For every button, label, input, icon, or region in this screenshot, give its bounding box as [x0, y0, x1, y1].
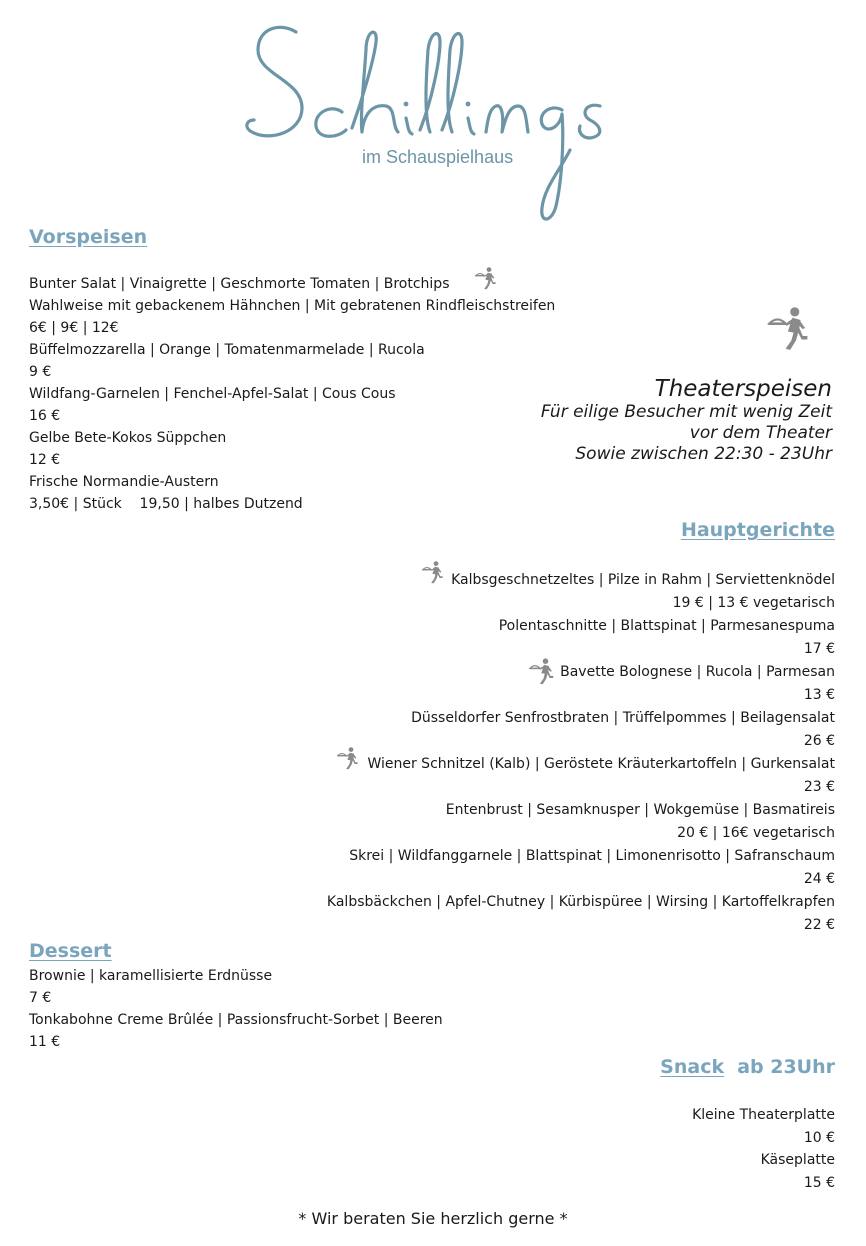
menu-price: 6€ | 9€ | 12€	[29, 320, 119, 336]
menu-line: Kleine Theaterplatte	[692, 1107, 835, 1123]
footer-note: * Wir beraten Sie herzlich gerne *	[298, 1209, 568, 1228]
logo-subtitle: im Schauspielhaus	[362, 147, 514, 167]
snack-list	[692, 1104, 835, 1194]
logo	[240, 20, 630, 230]
menu-line: Käseplatte	[760, 1152, 835, 1168]
menu-price: 9 €	[29, 364, 52, 380]
menu-price: 15 €	[803, 1175, 835, 1191]
theater-line: vor dem Theater	[689, 423, 832, 443]
dessert-list	[29, 965, 443, 1053]
menu-line: Frische Normandie-Austern	[29, 474, 219, 490]
theater-line: Sowie zwischen 22:30 - 23Uhr	[575, 444, 832, 464]
menu-line: Polentaschnitte | Blattspinat | Parmesanespuma	[498, 618, 835, 634]
menu-price: 11 €	[29, 1034, 61, 1050]
menu-line: Skrei | Wildfanggarnele | Blattspinat | Limonenrisotto | Safranschaum	[349, 848, 835, 864]
section-heading-hauptgerichte: Hauptgerichte	[680, 519, 835, 541]
theater-line: Für eilige Besucher mit wenig Zeit	[540, 402, 832, 422]
menu-price: 16 €	[29, 408, 61, 424]
vorspeisen-list	[29, 273, 555, 515]
waiter-running-icon	[766, 303, 812, 353]
menu-line: Düsseldorfer Senfrostbraten | Trüffelpommes | Beilagensalat	[411, 710, 835, 726]
menu-line: Büffelmozzarella | Orange | Tomatenmarmelade | Rucola	[29, 342, 425, 358]
logo-signature-graphic	[240, 20, 630, 230]
waiter-running-icon	[528, 656, 556, 686]
menu-line: Wiener Schnitzel (Kalb) | Geröstete Kräuterkartoffeln | Gurkensalat	[367, 756, 835, 772]
menu-line: Wahlweise mit gebackenem Hähnchen | Mit gebratenen Rindfleischstreifen	[29, 298, 556, 314]
section-heading-snack: Snack	[660, 1056, 725, 1078]
menu-price: 24 €	[803, 871, 835, 887]
menu-line: Bavette Bolognese | Rucola | Parmesan	[560, 664, 835, 680]
theater-info	[541, 376, 832, 465]
menu-line: Gelbe Bete-Kokos Süppchen	[29, 430, 227, 446]
section-heading-vorspeisen: Vorspeisen	[29, 226, 148, 248]
menu-line: Bunter Salat | Vinaigrette | Geschmorte Tomaten | Brotchips	[29, 276, 450, 292]
hauptgerichte-list	[327, 569, 835, 937]
menu-price: 23 €	[803, 779, 835, 795]
section-heading-dessert: Dessert	[29, 940, 112, 962]
waiter-running-icon	[474, 266, 498, 290]
menu-price: 22 €	[803, 917, 835, 933]
menu-price: 10 €	[803, 1130, 835, 1146]
menu-price: 12 €	[29, 452, 61, 468]
menu-line: Kalbsgeschnetzeltes | Pilze in Rahm | Serviettenknödel	[451, 572, 835, 588]
theater-title: Theaterspeisen	[654, 376, 832, 402]
menu-line: Wildfang-Garnelen | Fenchel-Apfel-Salat | Cous Cous	[29, 386, 396, 402]
menu-price: 3,50€ | Stück 19,50 | halbes Dutzend	[29, 496, 303, 512]
snack-time: ab 23Uhr	[737, 1056, 835, 1078]
menu-line: Tonkabohne Creme Brûlée | Passionsfrucht-Sorbet | Beeren	[29, 1012, 443, 1028]
menu-price: 17 €	[803, 641, 835, 657]
menu-line: Brownie | karamellisierte Erdnüsse	[29, 968, 273, 984]
menu-line: Entenbrust | Sesamknusper | Wokgemüse | Basmatireis	[445, 802, 835, 818]
menu-price: 13 €	[803, 687, 835, 703]
menu-price: 26 €	[803, 733, 835, 749]
waiter-running-icon	[336, 746, 360, 770]
menu-line: Kalbsbäckchen | Apfel-Chutney | Kürbispüree | Wirsing | Kartoffelkrapfen	[326, 894, 835, 910]
menu-price: 19 € | 13 € vegetarisch	[672, 595, 835, 611]
menu-price: 20 € | 16€ vegetarisch	[677, 825, 835, 841]
waiter-running-icon	[421, 560, 445, 584]
menu-price: 7 €	[29, 990, 52, 1006]
snack-header	[660, 1056, 835, 1078]
